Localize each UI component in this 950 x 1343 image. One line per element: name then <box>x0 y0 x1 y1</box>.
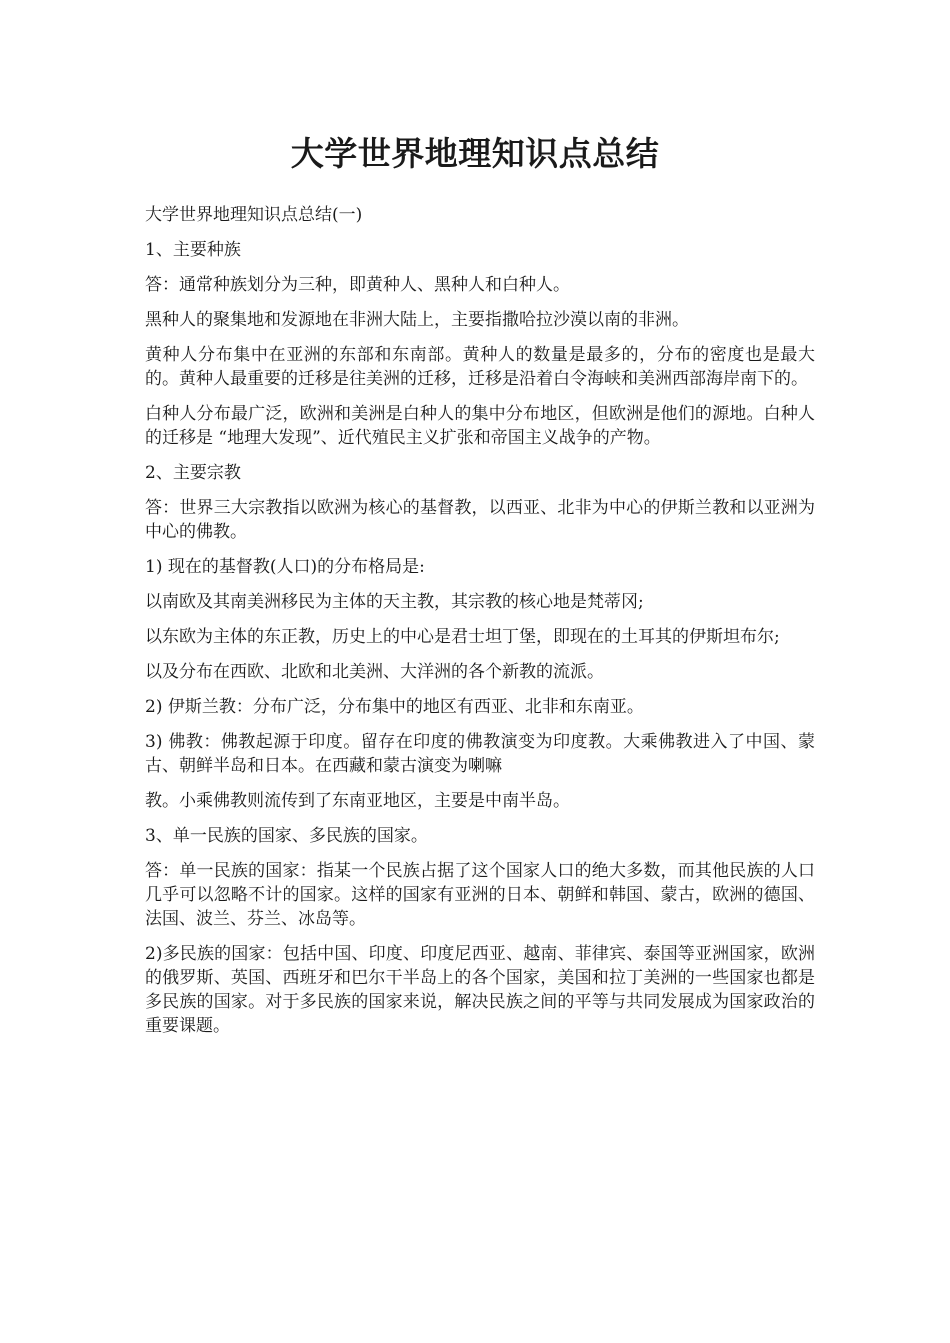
paragraph: 以及分布在西欧、北欧和北美洲、大洋洲的各个新教的流派。 <box>145 662 604 682</box>
document-title: 大学世界地理知识点总结 <box>290 134 660 173</box>
paragraph: 黑种人的聚集地和发源地在非洲大陆上，主要指撒哈拉沙漠以南的非洲。 <box>145 310 689 330</box>
paragraph: 以南欧及其南美洲移民为主体的天主教，其宗教的核心地是梵蒂冈; <box>145 592 644 612</box>
paragraph: 白种人分布最广泛，欧洲和美洲是白种人的集中分布地区，但欧洲是他们的源地。白种人的迁移是 “地理大发现”、近代殖民主义扩张和帝国主义战争的产物。 <box>145 404 815 448</box>
paragraph: 3) 佛教：佛教起源于印度。留存在印度的佛教演变为印度教。大乘佛教进入了中国、蒙古、朝鲜半岛和日本。在西藏和蒙古演变为喇嘛 <box>145 732 815 776</box>
paragraph: 答：通常种族划分为三种，即黄种人、黑种人和白种人。 <box>145 275 570 295</box>
topic-heading: 1、主要种族 <box>145 240 241 260</box>
topic-heading: 3、单一民族的国家、多民族的国家。 <box>145 826 428 846</box>
paragraph: 1) 现在的基督教(人口)的分布格局是: <box>145 557 425 577</box>
document-body <box>145 203 815 1049</box>
paragraph: 2)多民族的国家：包括中国、印度、印度尼西亚、越南、菲律宾、泰国等亚洲国家，欧洲的俄罗斯、英国、西班牙和巴尔干半岛上的各个国家，美国和拉丁美洲的一些国家也都是多民族的国家。对于多民族的国家来说，解决民族之间的平等与共同发展成为国家政治的重要课题。 <box>145 944 815 1036</box>
topic-heading: 2、主要宗教 <box>145 463 241 483</box>
paragraph: 以东欧为主体的东正教，历史上的中心是君士坦丁堡，即现在的土耳其的伊斯坦布尔; <box>145 627 780 647</box>
paragraph: 教。小乘佛教则流传到了东南亚地区，主要是中南半岛。 <box>145 791 570 811</box>
section-heading: 大学世界地理知识点总结(一) <box>145 205 363 225</box>
paragraph: 答：世界三大宗教指以欧洲为核心的基督教，以西亚、北非为中心的伊斯兰教和以亚洲为中心的佛教。 <box>145 498 815 542</box>
paragraph: 2) 伊斯兰教：分布广泛，分布集中的地区有西亚、北非和东南亚。 <box>145 697 644 717</box>
paragraph: 答：单一民族的国家：指某一个民族占据了这个国家人口的绝大多数，而其他民族的人口几乎可以忽略不计的国家。这样的国家有亚洲的日本、朝鲜和韩国、蒙古，欧洲的德国、法国、波兰、芬兰、冰岛等。 <box>145 861 815 929</box>
paragraph: 黄种人分布集中在亚洲的东部和东南部。黄种人的数量是最多的，分布的密度也是最大的。黄种人最重要的迁移是往美洲的迁移，迁移是沿着白令海峡和美洲西部海岸南下的。 <box>145 345 815 389</box>
